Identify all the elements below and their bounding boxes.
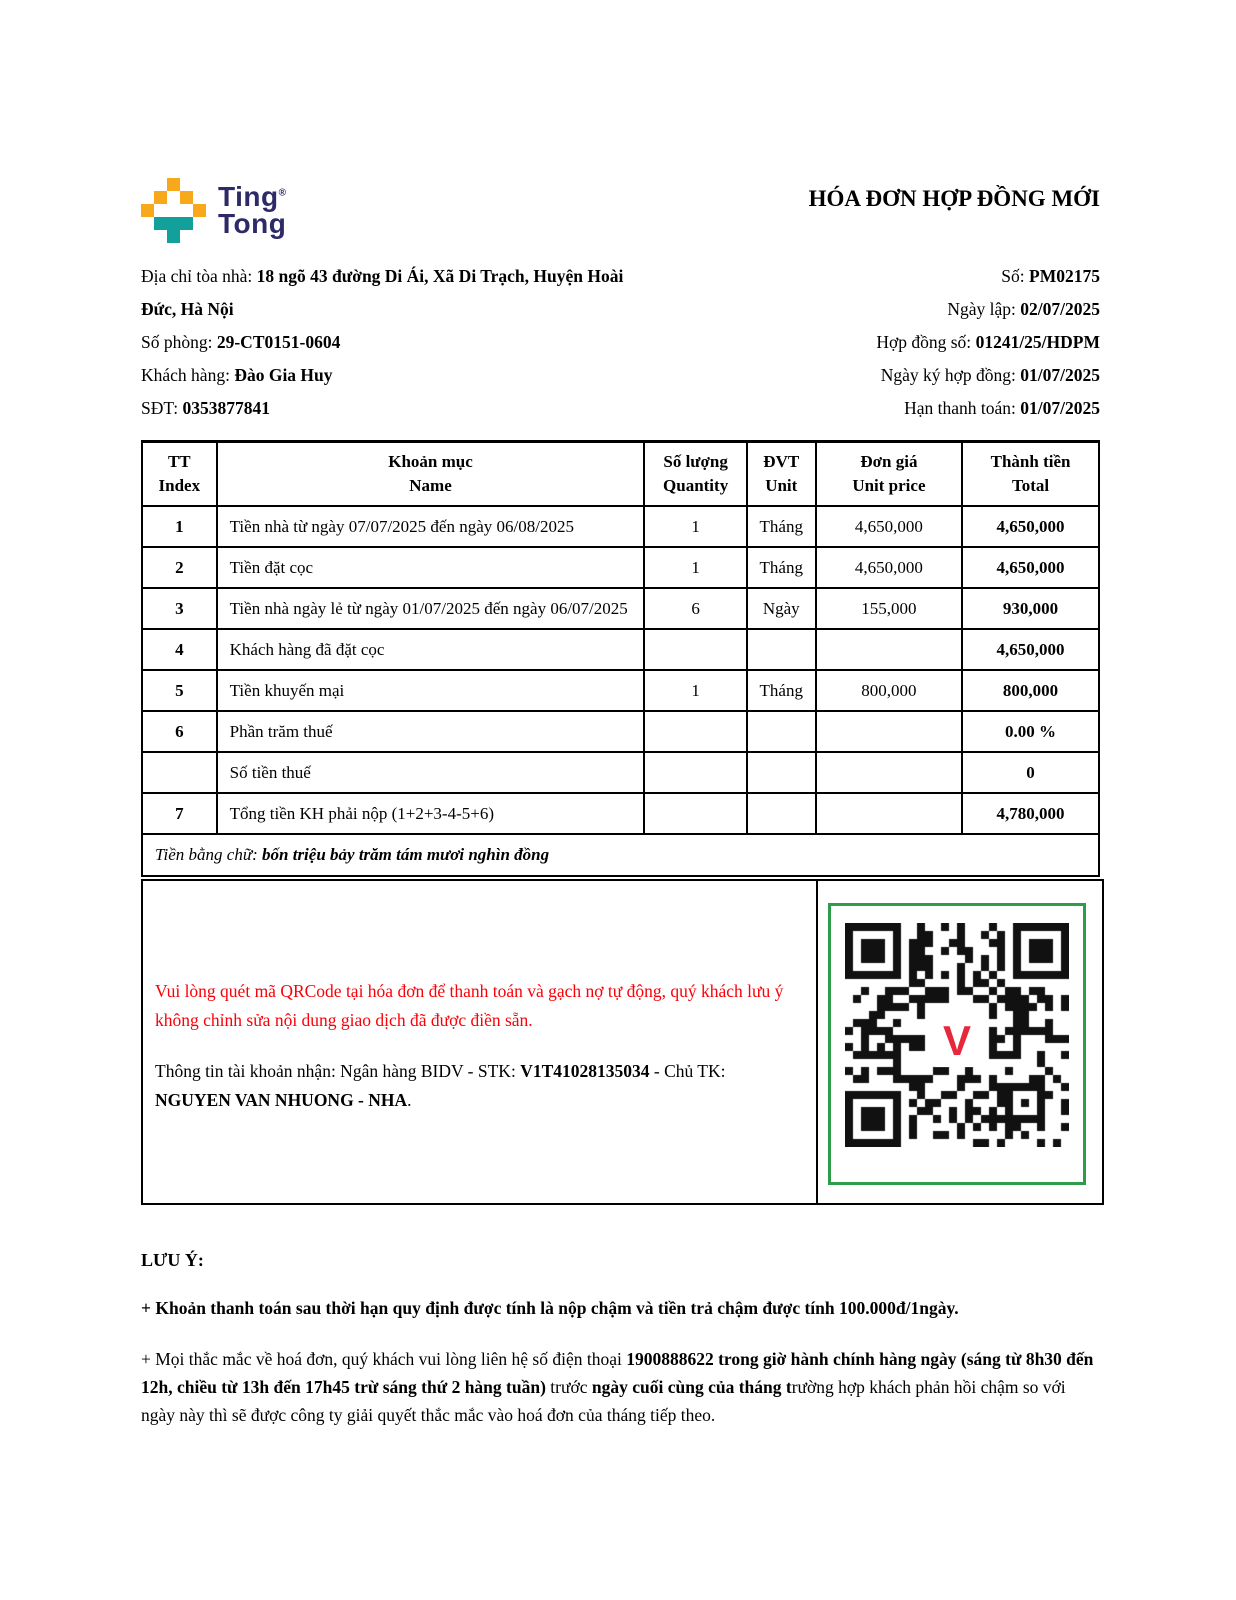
payment-instructions xyxy=(143,881,818,1203)
cell-total: 4,650,000 xyxy=(962,506,1099,547)
account-label: Thông tin tài khoản nhận: Ngân hàng BIDV - STK: xyxy=(155,1061,521,1081)
cell-unit xyxy=(747,711,816,752)
invoice-row-1 xyxy=(142,506,1099,547)
col-header-name: Khoản mục Name xyxy=(217,442,645,507)
invoice-items-table xyxy=(141,440,1100,877)
info-left-line-0: Địa chỉ tòa nhà: 18 ngõ 43 đường Di Ái, Xã Di Trạch, Huyện Hoài Đức, Hà Nội xyxy=(141,266,624,319)
amount-in-words-value: bốn triệu bảy trăm tám mươi nghìn đồng xyxy=(262,845,550,864)
info-right-line-2: Hợp đồng số: 01241/25/HDPM xyxy=(876,332,1100,352)
logo-word-ting: Ting xyxy=(218,181,279,213)
cell-qty xyxy=(644,629,746,670)
cell-total: 0 xyxy=(962,752,1099,793)
invoice-meta-info xyxy=(640,260,1100,425)
cell-index: 2 xyxy=(142,547,217,588)
notes-heading: LƯU Ý: xyxy=(141,1250,204,1270)
col-header-unit: ĐVT Unit xyxy=(747,442,816,507)
cell-total: 0.00 % xyxy=(962,711,1099,752)
cell-qty xyxy=(644,793,746,834)
cell-unit: Tháng xyxy=(747,506,816,547)
hotline-number: 1900888622 trong giờ hành chính hàng ngày (sáng từ 8h30 đến 12h, chiều từ 13h đến 17h45 trừ sáng thứ 2 hàng tuần) xyxy=(141,1349,1094,1397)
col-header-index: TT Index xyxy=(142,442,217,507)
cell-index: 5 xyxy=(142,670,217,711)
cell-name: Phần trăm thuế xyxy=(217,711,645,752)
cell-total: 4,780,000 xyxy=(962,793,1099,834)
vietqr-v-icon: V xyxy=(931,1015,983,1067)
amount-in-words-label: Tiền bằng chữ: xyxy=(155,845,263,864)
cell-name: Số tiền thuế xyxy=(217,752,645,793)
qr-code-cell xyxy=(818,881,1102,1203)
cell-unit xyxy=(747,752,816,793)
info-left-line-1: Số phòng: 29-CT0151-0604 xyxy=(141,332,341,352)
qr-code-frame xyxy=(828,903,1086,1185)
invoice-row-5 xyxy=(142,670,1099,711)
cell-index xyxy=(142,752,217,793)
cell-price: 4,650,000 xyxy=(816,547,962,588)
cell-index: 7 xyxy=(142,793,217,834)
amount-in-words-row xyxy=(142,834,1099,876)
cell-name: Tiền nhà từ ngày 07/07/2025 đến ngày 06/08/2025 xyxy=(217,506,645,547)
cell-price xyxy=(816,711,962,752)
cell-unit xyxy=(747,793,816,834)
invoice-row-6 xyxy=(142,711,1099,752)
account-holder-name: NGUYEN VAN NHUONG - NHA xyxy=(155,1090,408,1110)
cell-unit xyxy=(747,629,816,670)
info-left-line-2: Khách hàng: Đào Gia Huy xyxy=(141,365,333,385)
contact-note: + Mọi thắc mắc về hoá đơn, quý khách vui lòng liên hệ số điện thoại 1900888622 trong giờ hành chính hàng ngày (sáng từ 8h30 đến 12h, chiều từ 13h đến 17h45 trừ sáng thứ 2 hàng tuần) trước ngày cuối cùng của tháng trường hợp khách phản hồi chậm so với ngày này thì sẽ được công ty giải quyết thắc mắc vào hoá đơn của tháng tiếp theo. xyxy=(141,1349,1094,1425)
cell-qty xyxy=(644,752,746,793)
cell-price: 800,000 xyxy=(816,670,962,711)
info-right-line-1: Ngày lập: 02/07/2025 xyxy=(947,299,1100,319)
tingtong-logo xyxy=(141,178,286,243)
bank-account-info: Thông tin tài khoản nhận: Ngân hàng BIDV - STK: V1T41028135034 - Chủ TK: NGUYEN VAN NHUONG - NHA. xyxy=(155,1061,726,1110)
payment-section xyxy=(141,879,1104,1205)
cell-total: 4,650,000 xyxy=(962,629,1099,670)
notes-section xyxy=(141,1250,1103,1429)
table-header-row xyxy=(142,442,1099,507)
invoice-row-2 xyxy=(142,547,1099,588)
cell-unit: Tháng xyxy=(747,547,816,588)
cell-index: 4 xyxy=(142,629,217,670)
cell-name: Tiền khuyến mại xyxy=(217,670,645,711)
cell-qty: 1 xyxy=(644,670,746,711)
late-payment-note: + Khoản thanh toán sau thời hạn quy định được tính là nộp chậm và tiền trả chậm được tính 100.000đ/1ngày. xyxy=(141,1298,959,1318)
cell-qty: 6 xyxy=(644,588,746,629)
info-left-line-3: SĐT: 0353877841 xyxy=(141,398,270,418)
cell-price xyxy=(816,793,962,834)
info-right-line-3: Ngày ký hợp đồng: 01/07/2025 xyxy=(880,365,1100,385)
cell-qty: 1 xyxy=(644,547,746,588)
cell-price xyxy=(816,629,962,670)
cell-price: 155,000 xyxy=(816,588,962,629)
cell-name: Khách hàng đã đặt cọc xyxy=(217,629,645,670)
col-header-unit-price: Đơn giá Unit price xyxy=(816,442,962,507)
cell-unit: Tháng xyxy=(747,670,816,711)
cell-name: Tổng tiền KH phải nộp (1+2+3-4-5+6) xyxy=(217,793,645,834)
invoice-row-4 xyxy=(142,629,1099,670)
col-header-total: Thành tiền Total xyxy=(962,442,1099,507)
cell-index: 3 xyxy=(142,588,217,629)
cell-index: 1 xyxy=(142,506,217,547)
registered-mark: ® xyxy=(278,188,287,200)
cell-unit: Ngày xyxy=(747,588,816,629)
cell-name: Tiền đặt cọc xyxy=(217,547,645,588)
account-holder-label: - Chủ TK: xyxy=(649,1061,726,1081)
tingtong-logo-icon xyxy=(141,178,206,243)
cell-price: 4,650,000 xyxy=(816,506,962,547)
qr-payment-notice: Vui lòng quét mã QRCode tại hóa đơn để thanh toán và gạch nợ tự động, quý khách lưu ý không chỉnh sửa nội dung giao dịch đã được điền sẵn. xyxy=(155,981,784,1030)
building-customer-info xyxy=(141,260,656,425)
cell-price xyxy=(816,752,962,793)
cell-name: Tiền nhà ngày lẻ từ ngày 01/07/2025 đến ngày 06/07/2025 xyxy=(217,588,645,629)
cell-total: 930,000 xyxy=(962,588,1099,629)
info-right-line-0: Số: PM02175 xyxy=(1001,266,1100,286)
document-title: HÓA ĐƠN HỢP ĐỒNG MỚI xyxy=(808,186,1100,211)
cell-total: 800,000 xyxy=(962,670,1099,711)
account-number: V1T41028135034 xyxy=(520,1061,650,1081)
info-right-line-4: Hạn thanh toán: 01/07/2025 xyxy=(904,398,1100,418)
logo-word-tong: Tong xyxy=(218,207,287,239)
tingtong-logo-text xyxy=(218,181,287,239)
cell-index: 6 xyxy=(142,711,217,752)
invoice-row-3 xyxy=(142,588,1099,629)
invoice-row-7 xyxy=(142,752,1099,793)
cell-total: 4,650,000 xyxy=(962,547,1099,588)
col-header-quantity: Số lượng Quantity xyxy=(644,442,746,507)
invoice-row-8 xyxy=(142,793,1099,834)
cell-qty: 1 xyxy=(644,506,746,547)
cell-qty xyxy=(644,711,746,752)
